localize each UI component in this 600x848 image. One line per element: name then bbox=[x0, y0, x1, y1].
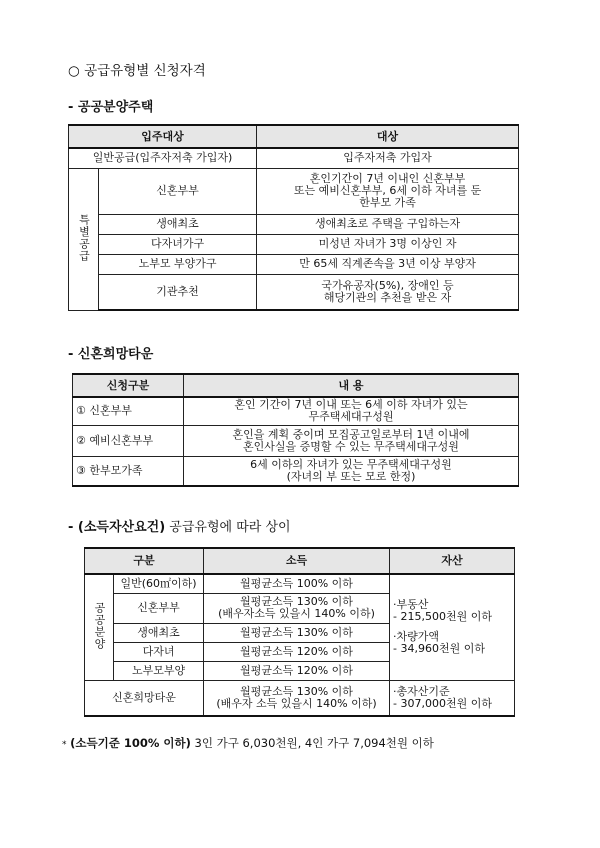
newlywed-town-income: 월평균소득 130% 이하 (배우자 소득 있을시 140% 이하) bbox=[204, 680, 390, 716]
row-desc: 혼인 기간이 7년 이내 또는 6세 이하 자녀가 있는 무주택세대구성원 bbox=[184, 397, 519, 425]
newlywed-town-label: 신혼희망타운 bbox=[85, 680, 204, 716]
row-label: ① 신혼부부 bbox=[73, 397, 184, 425]
row-label: 노부모부양 bbox=[114, 661, 204, 680]
newlywed-town-table bbox=[72, 373, 519, 487]
header-content: 내 용 bbox=[184, 374, 519, 397]
row-label: 노부모 부양가구 bbox=[99, 254, 257, 274]
section3-heading: - (소득자산요건) 공급유형에 따라 상이 bbox=[68, 520, 291, 535]
row-desc: 국가유공자(5%), 장애인 등 해당기관의 추천을 받은 자 bbox=[257, 274, 519, 310]
row-income: 월평균소득 120% 이하 bbox=[204, 661, 390, 680]
row-label: 일반(60㎡이하) bbox=[114, 574, 204, 593]
general-supply-target: 입주자저축 가입자 bbox=[257, 148, 519, 168]
row-label: ③ 한부모가족 bbox=[73, 456, 184, 486]
row-label: 다자녀 bbox=[114, 642, 204, 661]
header-target-group: 입주대상 bbox=[69, 125, 257, 148]
header-income: 소득 bbox=[204, 548, 390, 574]
general-supply-label: 일반공급(입주자저축 가입자) bbox=[69, 148, 257, 168]
public-sale-table bbox=[68, 124, 519, 311]
section2-heading: - 신혼희망타운 bbox=[68, 347, 154, 362]
section1-heading: - 공공분양주택 bbox=[68, 100, 154, 115]
row-desc: 혼인을 계획 중이며 모집공고일로부터 1년 이내에 혼인사실을 증명할 수 있는 무주택세대구성원 bbox=[184, 425, 519, 456]
header-division: 구분 bbox=[85, 548, 204, 574]
row-desc: 미성년 자녀가 3명 이상인 자 bbox=[257, 234, 519, 254]
row-desc: 혼인기간이 7년 이내인 신혼부부 또는 예비신혼부부, 6세 이하 자녀를 둔 한부모 가족 bbox=[257, 168, 519, 214]
row-label: 생애최초 bbox=[114, 623, 204, 642]
public-sale-group-label: 공공분양 bbox=[85, 574, 114, 680]
row-income: 월평균소득 130% 이하 bbox=[204, 623, 390, 642]
row-desc: 만 65세 직계존속을 3년 이상 부양자 bbox=[257, 254, 519, 274]
header-category: 신청구분 bbox=[73, 374, 184, 397]
row-label: 다자녀가구 bbox=[99, 234, 257, 254]
row-income: 월평균소득 100% 이하 bbox=[204, 574, 390, 593]
public-asset-criteria: ·부동산 - 215,500천원 이하 ·차량가액 - 34,960천원 이하 bbox=[390, 574, 515, 680]
row-label: 기관추천 bbox=[99, 274, 257, 310]
row-label: 신혼부부 bbox=[114, 593, 204, 623]
page-title: ○ 공급유형별 신청자격 bbox=[68, 63, 206, 79]
row-label: ② 예비신혼부부 bbox=[73, 425, 184, 456]
footnote: * (소득기준 100% 이하) 3인 가구 6,030천원, 4인 가구 7,094천원 이하 bbox=[62, 736, 434, 750]
row-desc: 6세 이하의 자녀가 있는 무주택세대구성원 (자녀의 부 또는 모로 한정) bbox=[184, 456, 519, 486]
row-desc: 생애최초로 주택을 구입하는자 bbox=[257, 214, 519, 234]
row-income: 월평균소득 120% 이하 bbox=[204, 642, 390, 661]
header-asset: 자산 bbox=[390, 548, 515, 574]
newlywed-town-asset: ·총자산기준 - 307,000천원 이하 bbox=[390, 680, 515, 716]
header-target: 대상 bbox=[257, 125, 519, 148]
income-asset-table bbox=[84, 547, 515, 717]
row-label: 생애최초 bbox=[99, 214, 257, 234]
row-income: 월평균소득 130% 이하 (배우자소득 있을시 140% 이하) bbox=[204, 593, 390, 623]
special-supply-label: 특별공급 bbox=[69, 168, 99, 310]
row-label: 신혼부부 bbox=[99, 168, 257, 214]
